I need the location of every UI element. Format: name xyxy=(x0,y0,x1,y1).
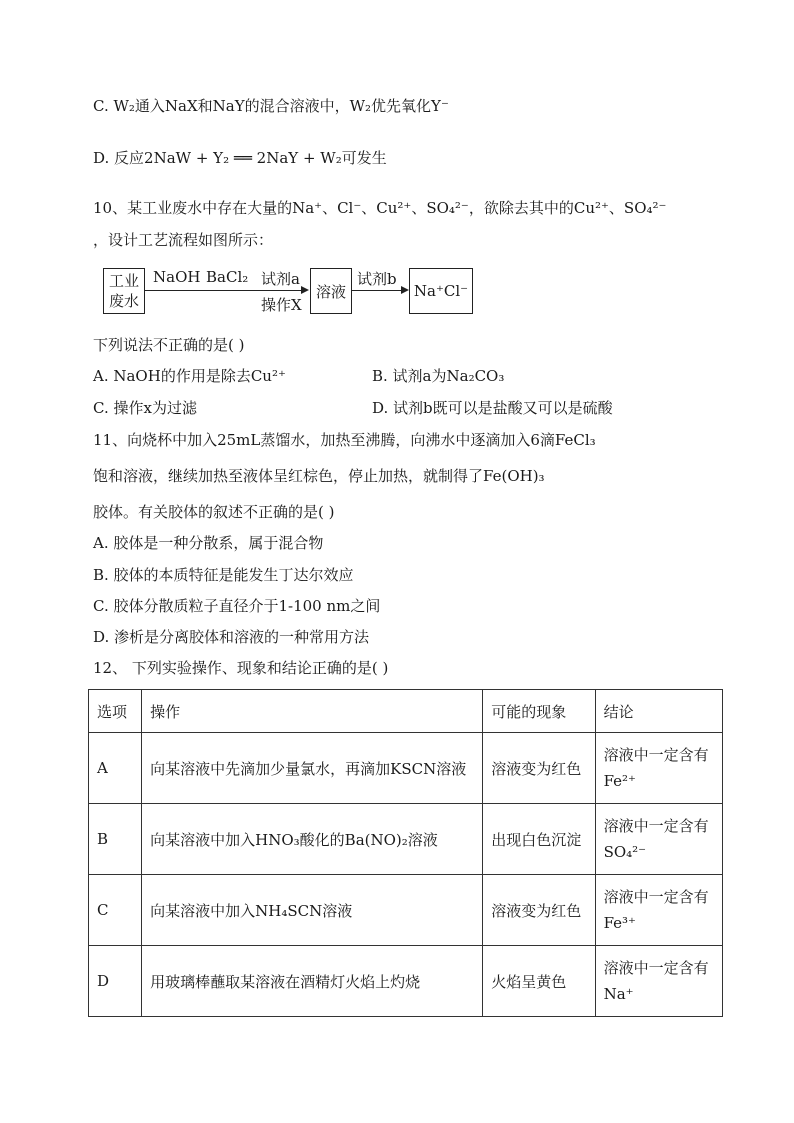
q10-option-d: D. 试剂b既可以是盐酸又可以是硫酸 xyxy=(372,399,613,417)
row-c-operation: 向某溶液中加入NH₄SCN溶液 xyxy=(142,875,483,946)
q11-option-c: C. 胶体分散质粒子直径介于1-100 nm之间 xyxy=(93,597,381,615)
row-b-phenomenon: 出现白色沉淀 xyxy=(483,804,595,875)
flow-box-solution: 溶液 xyxy=(310,268,352,314)
row-d-conclusion xyxy=(595,946,722,1017)
experiment-table xyxy=(88,689,723,1017)
q9-option-d: D. 反应2NaW + Y₂ ══ 2NaY + W₂可发生 xyxy=(93,149,387,167)
q12-stem: 12、 下列实验操作、现象和结论正确的是( ) xyxy=(93,659,389,677)
flow-arrow-2 xyxy=(351,290,401,291)
flow-box-wastewater-line1: 工业 xyxy=(108,272,139,290)
flow-step-bacl2: BaCl₂ xyxy=(206,268,249,286)
row-c-conclusion xyxy=(595,875,722,946)
flow-box-product: Na⁺Cl⁻ xyxy=(409,268,473,314)
row-b-option: B xyxy=(89,804,142,875)
row-d-option: D xyxy=(89,946,142,1017)
flow-step-naoh: NaOH xyxy=(153,268,201,286)
row-a-conclusion-text: 溶液中一定含有 xyxy=(603,746,709,764)
row-d-phenomenon: 火焰呈黄色 xyxy=(483,946,595,1017)
row-d-operation: 用玻璃棒蘸取某溶液在酒精灯火焰上灼烧 xyxy=(142,946,483,1017)
q10-question: 下列说法不正确的是( ) xyxy=(93,336,245,354)
q11-line3: 胶体。有关胶体的叙述不正确的是( ) xyxy=(93,503,335,521)
table-header-row xyxy=(89,690,723,733)
row-c-phenomenon: 溶液变为红色 xyxy=(483,875,595,946)
row-b-conclusion-text: 溶液中一定含有 xyxy=(603,817,709,835)
row-a-conclusion xyxy=(595,733,722,804)
header-option: 选项 xyxy=(89,690,142,733)
row-a-phenomenon: 溶液变为红色 xyxy=(483,733,595,804)
q10-option-c: C. 操作x为过滤 xyxy=(93,399,197,417)
row-a-operation: 向某溶液中先滴加少量氯水，再滴加KSCN溶液 xyxy=(142,733,483,804)
row-b-conclusion-ion: SO₄²⁻ xyxy=(603,843,647,861)
process-flow-diagram xyxy=(103,266,483,316)
row-c-conclusion-ion: Fe³⁺ xyxy=(603,914,636,932)
row-a-conclusion-ion: Fe²⁺ xyxy=(603,772,636,790)
row-d-conclusion-ion: Na⁺ xyxy=(603,985,634,1003)
q10-stem-line2: ，设计工艺流程如图所示： xyxy=(93,231,274,249)
flow-box-wastewater-line2: 废水 xyxy=(108,292,139,310)
q11-option-b: B. 胶体的本质特征是能发生丁达尔效应 xyxy=(93,566,354,584)
flow-arrowhead-1 xyxy=(301,286,309,294)
flow-arrowhead-2 xyxy=(401,286,409,294)
q10-stem-line1: 10、某工业废水中存在大量的Na⁺、Cl⁻、Cu²⁺、SO₄²⁻，欲除去其中的Cu²⁺、SO₄²⁻ xyxy=(93,199,667,217)
q10-option-a: A. NaOH的作用是除去Cu²⁺ xyxy=(93,367,286,385)
row-c-option: C xyxy=(89,875,142,946)
q11-option-d: D. 渗析是分离胶体和溶液的一种常用方法 xyxy=(93,628,370,646)
flow-step-reagent-b: 试剂b xyxy=(357,270,397,288)
q10-option-b: B. 试剂a为Na₂CO₃ xyxy=(372,367,505,385)
row-c-conclusion-text: 溶液中一定含有 xyxy=(603,888,709,906)
header-conclusion: 结论 xyxy=(595,690,722,733)
q11-line1: 11、向烧杯中加入25mL蒸馏水，加热至沸腾，向沸水中逐滴加入6滴FeCl₃ xyxy=(93,431,596,449)
row-d-conclusion-text: 溶液中一定含有 xyxy=(603,959,709,977)
table-row xyxy=(89,733,723,804)
flow-step-operation-x: 操作X xyxy=(261,296,302,314)
flow-step-reagent-a: 试剂a xyxy=(261,270,300,288)
table-row xyxy=(89,804,723,875)
flow-box-wastewater xyxy=(103,268,145,314)
q9-option-c: C. W₂通入NaX和NaY的混合溶液中，W₂优先氧化Y⁻ xyxy=(93,97,449,115)
row-a-option: A xyxy=(89,733,142,804)
row-b-conclusion xyxy=(595,804,722,875)
header-phenomenon: 可能的现象 xyxy=(483,690,595,733)
row-b-operation: 向某溶液中加入HNO₃酸化的Ba(NO)₂溶液 xyxy=(142,804,483,875)
header-operation: 操作 xyxy=(142,690,483,733)
q11-line2: 饱和溶液，继续加热至液体呈红棕色，停止加热，就制得了Fe(OH)₃ xyxy=(93,467,545,485)
flow-arrow-1 xyxy=(144,290,301,291)
q11-option-a: A. 胶体是一种分散系，属于混合物 xyxy=(93,534,324,552)
table-row xyxy=(89,875,723,946)
table-row xyxy=(89,946,723,1017)
